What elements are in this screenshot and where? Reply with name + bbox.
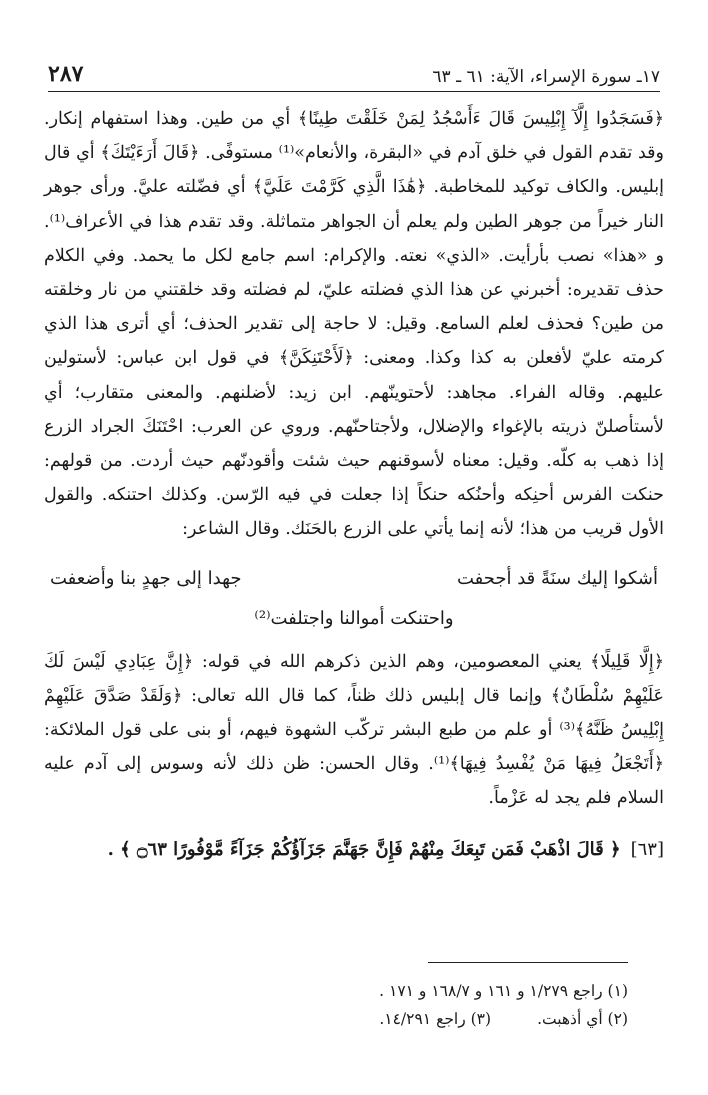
ayah-number: [٦٣] — [630, 838, 664, 860]
running-title: ١٧ـ سورة الإسراء، الآية: ٦١ ـ ٦٣ — [432, 67, 660, 87]
ayah-63 — [44, 830, 664, 870]
poem-verse — [44, 559, 664, 639]
poem-hemistich-right: أشكوا إليك سنَةً قد أجحفت — [456, 567, 658, 589]
paragraph-1: ﴿فَسَجَدُوا إِلَّآ إِبْلِيسَ قَالَ ءَأَسْجُدُ لِمَنْ خَلَقْتَ طِينًا﴾ أي من طين. وهذا استفهام إنكار. وقد تقدم القول في خلق آدم في «البقرة، والأنعام»⁽¹⁾ مستوفًى. ﴿قَالَ أَرَءَيْتَكَ﴾ أي قال إبليس. والكاف توكيد للمخاطبة. ﴿هَٰذَا الَّذِي كَرَّمْتَ عَلَيَّ﴾ أي فضّلته عليَّ. ورأى جوهر النار خيراً من جوهر الطين ولم يعلم أن الجواهر متماثلة. وقد تقدم هذا في الأعراف⁽¹⁾. و «هذا» نصب بأرأيت. «الذي» نعته. والإكرام: اسم جامع لكل ما يحمد. وفي الكلام حذف تقديره: أخبرني عن هذا الذي فضلته عليّ، لم فضلته وقد خلقتني من نار وخلقته من طين؟ فحذف لعلم السامع. وقيل: لا حاجة إلى تقدير الحذف؛ أي أترى هذا الذي كرمته عليّ لأفعلن به كذا وكذا. ومعنى: ﴿لَأَحْتَنِكَنَّ﴾ في قول ابن عباس: لأستولين عليهم. وقاله الفراء. مجاهد: لأحتوينّهم. ابن زيد: لأضلنهم. والمعنى متقارب؛ أي لأستأصلنّ ذريته بالإغواء والإضلال، ولأجتاحنّهم. وروي عن العرب: احْتَنَكَ الجراد الزرع إذا ذهب به كلّه. وقيل: معناه لأسوقنهم حيث شئت وأقودنّهم حيث أردت. من قولهم: حنكت الفرس أحنِكه وأحنُكه حنكاً إذا جعلت في فيه الرّسن. وكذلك احتنكه. والقول الأول قريب من هذا؛ لأنه إنما يأتي على الزرع بالحَنَك. وقال الشاعر: — [44, 109, 664, 540]
footnote-row-2 — [44, 1005, 628, 1033]
footnote-1: (١) راجع ١/٢٧٩ و ١٦١ و ١٦٨/٧ و ١٧١ . — [379, 982, 628, 1000]
ayah-text: ﴿ قَالَ اذْهَبْ فَمَن تَبِعَكَ مِنْهُمْ فَإِنَّ جَهَنَّمَ جَزَآؤُكُمْ جَزَآءً مَّوْفُورًا ۝٦٣ ﴾ . — [107, 838, 621, 860]
poem-hemistich-left: جهدا إلى جهدٍ بنا وأضعفت — [50, 567, 242, 589]
poem-line-1 — [44, 559, 664, 599]
footnote-2: (٢) أي أذهبت. — [537, 1010, 628, 1028]
page-number: ٢٨٧ — [48, 61, 84, 87]
page-body — [44, 102, 664, 870]
page-header — [48, 58, 660, 92]
footnotes — [44, 962, 628, 1033]
footnote-3: (٣) راجع ١٤/٢٩١. — [379, 1010, 492, 1028]
poem-line-2: واحتنكت أموالنا واجتلفت⁽²⁾ — [254, 607, 454, 629]
paragraph-2: ﴿إِلَّا قَلِيلًا﴾ يعني المعصومين، وهم الذين ذكرهم الله في قوله: ﴿إِنَّ عِبَادِي لَيْسَ لَكَ عَلَيْهِمْ سُلْطَانٌ﴾ وإنما قال إبليس ذلك ظناً، كما قال الله تعالى: ﴿وَلَقَدْ صَدَّقَ عَلَيْهِمْ إِبْلِيسُ ظَنَّهُ﴾⁽³⁾ أو علم من طبع البشر تركّب الشهوة فيهم، أو بنى على قول الملائكة: ﴿أَتَجْعَلُ فِيهَا مَنْ يُفْسِدُ فِيهَا﴾⁽¹⁾. وقال الحسن: ظن ذلك لأنه وسوس إلى آدم عليه السلام فلم يجد له عَزْماً. — [44, 651, 664, 809]
footnote-divider — [428, 962, 628, 963]
